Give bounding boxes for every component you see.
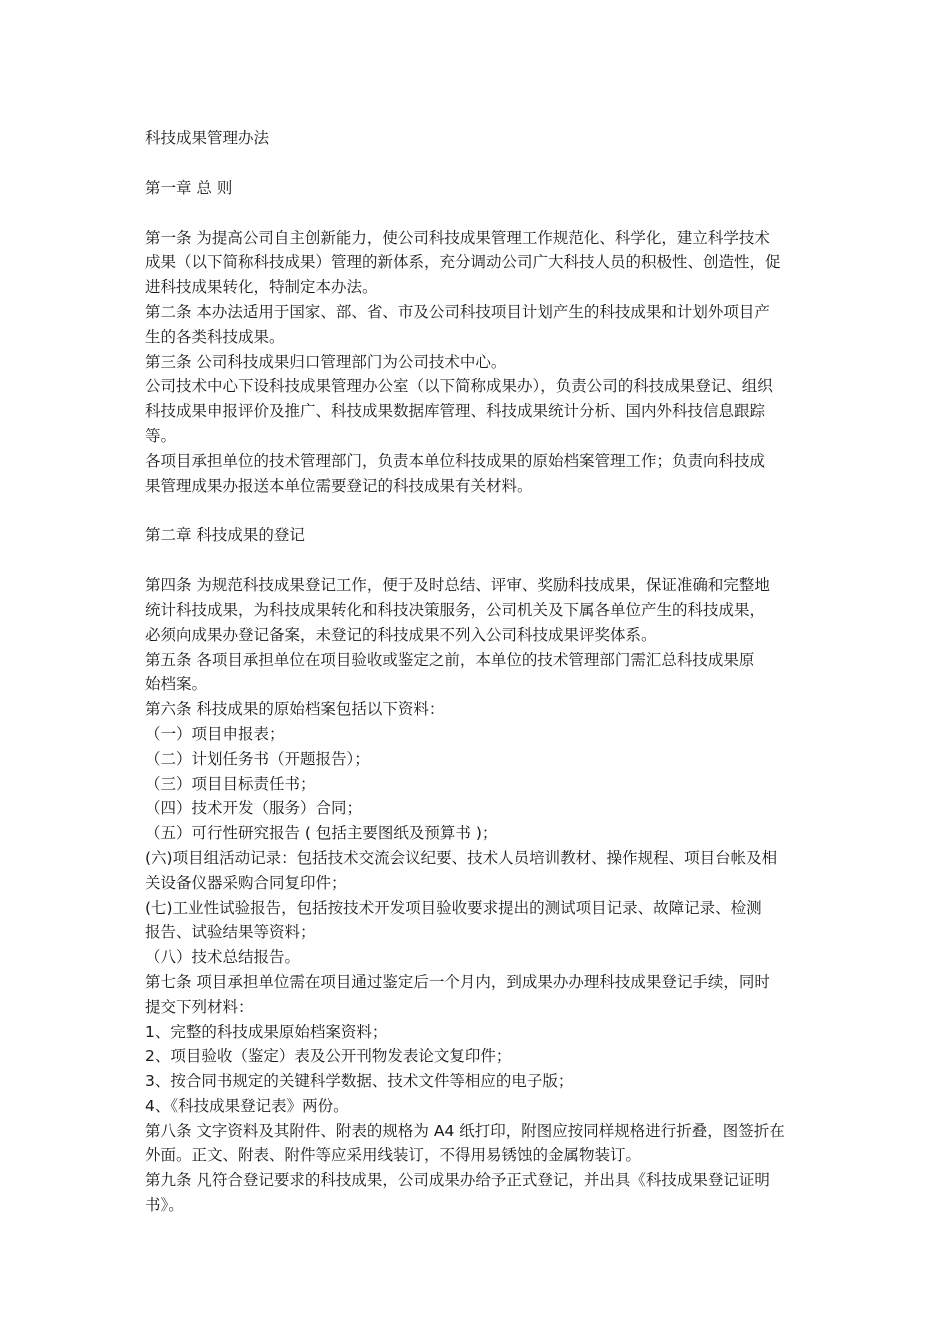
text-line: 第七条 项目承担单位需在项目通过鉴定后一个月内，到成果办办理科技成果登记手续，同时 [145, 972, 770, 991]
text-line: （一）项目申报表； [145, 724, 285, 743]
text-line: 书》。 [145, 1196, 184, 1215]
text-line: 2、项目验收（鉴定）表及公开刊物发表论文复印件； [145, 1047, 512, 1066]
spacer [145, 498, 810, 523]
text-line: 等。 [145, 426, 177, 445]
text-line: 始档案。 [145, 675, 208, 694]
spacer [145, 201, 810, 226]
text-line: (七)工业性试验报告，包括按技术开发项目验收要求提出的测试项目记录、故障记录、检测 [145, 898, 762, 917]
chapter-1-body [145, 226, 810, 499]
text-line: 生的各类科技成果。 [145, 327, 285, 346]
text-line: 第三条 公司科技成果归口管理部门为公司技术中心。 [145, 352, 507, 371]
document-body [145, 126, 810, 1218]
text-line: （八）技术总结报告。 [145, 948, 301, 967]
document-title: 科技成果管理办法 [145, 129, 270, 147]
text-line: （三）项目目标责任书； [145, 774, 316, 793]
text-line: 报告、试验结果等资料； [145, 923, 316, 942]
text-line: 公司技术中心下设科技成果管理办公室（以下简称成果办），负责公司的科技成果登记、组织 [145, 377, 773, 396]
text-line: 第六条 科技成果的原始档案包括以下资料： [145, 700, 445, 719]
text-line: （四）技术开发（服务）合同； [145, 799, 363, 818]
text-line: 统计科技成果，为科技成果转化和科技决策服务，公司机关及下属各单位产生的科技成果， [145, 600, 766, 619]
text-line: （二）计划任务书（开题报告）； [145, 749, 370, 768]
text-line: 第九条 凡符合登记要求的科技成果，公司成果办给予正式登记，并出具《科技成果登记证明 [145, 1171, 770, 1190]
text-line: 成果（以下简称科技成果）管理的新体系，充分调动公司广大科技人员的积极性、创造性，促 [145, 253, 781, 272]
text-line: 1、完整的科技成果原始档案资料； [145, 1022, 388, 1041]
chapter-heading: 第一章 总 则 [145, 178, 233, 197]
chapter-heading: 第二章 科技成果的登记 [145, 526, 305, 545]
text-line: 各项目承担单位的技术管理部门，负责本单位科技成果的原始档案管理工作；负责向科技成 [145, 451, 766, 470]
text-line: （五）可行性研究报告 ( 包括主要图纸及预算书 )； [145, 824, 498, 843]
text-line: 3、按合同书规定的关键科学数据、技术文件等相应的电子版； [145, 1072, 574, 1091]
text-line: 提交下列材料： [145, 997, 254, 1016]
text-line: 第二条 本办法适用于国家、部、省、市及公司科技项目计划产生的科技成果和计划外项目产 [145, 302, 770, 321]
text-line: (六)项目组活动记录：包括技术交流会议纪要、技术人员培训教材、操作规程、项目台帐及相 [145, 848, 778, 867]
text-line: 关设备仪器采购合同复印件； [145, 873, 347, 892]
text-line: 科技成果申报评价及推广、科技成果数据库管理、科技成果统计分析、国内外科技信息跟踪 [145, 402, 766, 421]
text-line: 外面。正文、附表、附件等应采用线装订，不得用易锈蚀的金属物装订。 [145, 1146, 642, 1165]
text-line: 必须向成果办登记备案，未登记的科技成果不列入公司科技成果评奖体系。 [145, 625, 657, 644]
text-line: 第八条 文字资料及其附件、附表的规格为 A4 纸打印，附图应按同样规格进行折叠，图签折在 [145, 1121, 785, 1140]
text-line: 第五条 各项目承担单位在项目验收或鉴定之前，本单位的技术管理部门需汇总科技成果原 [145, 650, 755, 669]
text-line: 果管理成果办报送本单位需要登记的科技成果有关材料。 [145, 476, 533, 495]
chapter-2-body [145, 573, 810, 1218]
spacer [145, 548, 810, 573]
spacer [145, 151, 810, 176]
text-line: 第一条 为提高公司自主创新能力，使公司科技成果管理工作规范化、科学化，建立科学技术 [145, 228, 770, 247]
text-line: 进科技成果转化，特制定本办法。 [145, 278, 378, 297]
text-line: 第四条 为规范科技成果登记工作，便于及时总结、评审、奖励科技成果，保证准确和完整地 [145, 576, 770, 595]
text-line: 4、《科技成果登记表》两份。 [145, 1096, 349, 1115]
